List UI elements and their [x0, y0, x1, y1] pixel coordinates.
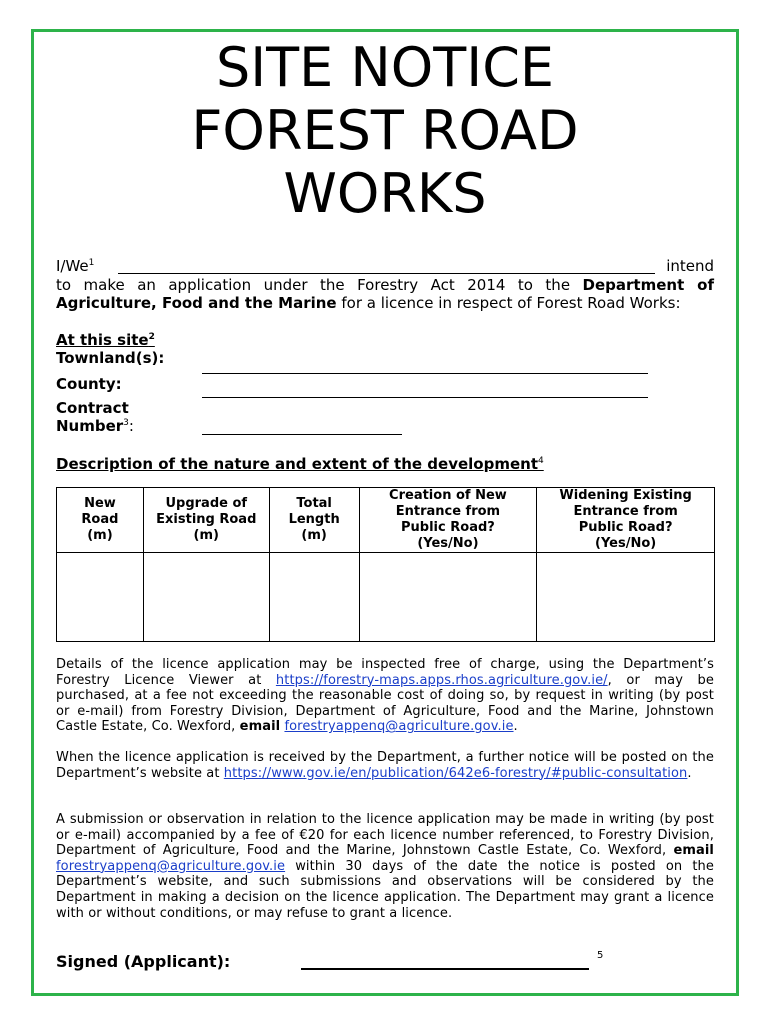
licence-viewer-link[interactable]: https://forestry-maps.apps.rhos.agriculture.gov.ie/ [275, 672, 608, 688]
header-text: Public Road? [578, 520, 673, 535]
county-field[interactable] [202, 397, 648, 398]
site-heading-text: At this site [56, 331, 149, 349]
description-heading-text: Description of the nature and extent of the development [56, 455, 538, 473]
header-text: Widening Existing [559, 488, 692, 503]
email-link[interactable]: forestryappenq@agriculture.gov.ie [56, 858, 286, 874]
header-text: Existing Road [156, 512, 257, 527]
signed-label-text: Signed (Applicant): [56, 952, 231, 971]
footnote-ref-4: 4 [538, 456, 544, 466]
intend-text [56, 257, 714, 275]
townlands-label [56, 349, 714, 367]
header-total-length [269, 488, 359, 553]
header-text: Upgrade of [165, 496, 248, 511]
header-text: Entrance from [395, 504, 501, 519]
application-statement [56, 276, 714, 312]
details-text: A submission or observation in relation to the licence application may be made in writing (by post or e-mail) accompanied by a fee of €20 for each licence number referenced, to Forestry Division, Department of Agriculture, Food and the Marine, Johnstown Castle Estate, Co. Wexford, [56, 812, 714, 859]
header-text: (Yes/No) [595, 536, 657, 551]
header-text: Entrance from [573, 504, 678, 519]
table-header-row [57, 488, 715, 553]
header-new-road [57, 488, 144, 553]
table-row [57, 553, 715, 642]
contract-label [56, 399, 714, 435]
header-text: Public Road? [401, 520, 495, 535]
details-text: . [687, 765, 692, 781]
header-new-entrance [359, 488, 537, 553]
public-consultation-link[interactable]: https://www.gov.ie/en/publication/642e6-forestry/#public-consultation [223, 765, 688, 781]
cell-upgrade-road[interactable] [143, 553, 269, 642]
statement-part-1: to make an application under the Forestry Act 2014 to the [56, 276, 583, 294]
header-text: Creation of New [389, 488, 507, 503]
header-text: (Yes/No) [417, 536, 479, 551]
townlands-field[interactable] [202, 373, 648, 374]
footnote-ref-3: 3 [123, 418, 129, 428]
county-label-text: County: [56, 375, 122, 393]
title-line-3: WORKS [283, 162, 487, 225]
contract-number-field[interactable] [202, 434, 402, 435]
cell-new-entrance[interactable] [359, 553, 537, 642]
details-text: . [513, 719, 518, 735]
details-text: Details of the licence application may be inspected free of charge, using the Department’s Forestry Licence Viewer at [56, 657, 714, 688]
header-text: (m) [193, 528, 219, 543]
header-text: (m) [301, 528, 327, 543]
contract-label-line-2 [56, 417, 714, 435]
header-text: Road [81, 512, 119, 527]
details-paragraph-1 [56, 657, 714, 735]
header-upgrade-road [143, 488, 269, 553]
cell-widening-entrance[interactable] [537, 553, 715, 642]
contract-colon: : [128, 417, 134, 435]
details-text: When the licence application is received by the Department, a further notice will be posted on the Department’s website at [56, 750, 714, 781]
header-text: New [84, 496, 116, 511]
page-title [56, 36, 714, 225]
cell-total-length[interactable] [269, 553, 359, 642]
intend-label: intend [666, 257, 714, 275]
townlands-label-text: Townland(s): [56, 349, 165, 367]
description-heading [56, 455, 714, 473]
signature-field[interactable] [301, 968, 589, 970]
footnote-ref-5 [597, 950, 603, 961]
header-text: Length [288, 512, 340, 527]
statement-part-2: for a licence in respect of Forest Road Works: [336, 294, 681, 312]
details-text: within 30 days of the date the notice is posted on the Department’s website, and such submissions and observations will be considered by the Department in making a decision on the licence application. The Department may grant a licence with or without conditions, or may refuse to grant a licence. [56, 858, 714, 921]
footnote-ref-1: 1 [88, 258, 95, 268]
header-text: (m) [87, 528, 113, 543]
development-table [56, 487, 715, 642]
details-paragraph-3 [56, 812, 714, 921]
contract-number-word: Number [56, 417, 124, 435]
footnote-ref-2: 2 [148, 332, 155, 342]
county-label [56, 375, 714, 393]
iwe-label: I/We [56, 257, 89, 275]
email-label: email [239, 719, 281, 735]
title-line-1: SITE NOTICE [215, 36, 555, 99]
contract-label-line-1: Contract [56, 399, 129, 417]
department-name: Department of Agriculture, Food and the Marine [56, 276, 714, 312]
header-widening-entrance [537, 488, 715, 553]
details-text: , or may be purchased, at a fee not exceeding the reasonable cost of doing so, by request in writing (by post or e-mail) from Forestry Division, Department of Agriculture, Food and the Marine, Johnstown Castle Estate, Co. Wexford, [56, 672, 714, 735]
cell-new-road[interactable] [57, 553, 144, 642]
footnote-ref-5-text: 5 [597, 950, 604, 961]
title-line-2: FOREST ROAD [191, 99, 579, 162]
email-link[interactable]: forestryappenq@agriculture.gov.ie [284, 719, 514, 735]
details-paragraph-2 [56, 750, 714, 781]
email-label: email [673, 843, 714, 859]
header-text: Total [296, 496, 332, 511]
site-heading [56, 331, 714, 349]
